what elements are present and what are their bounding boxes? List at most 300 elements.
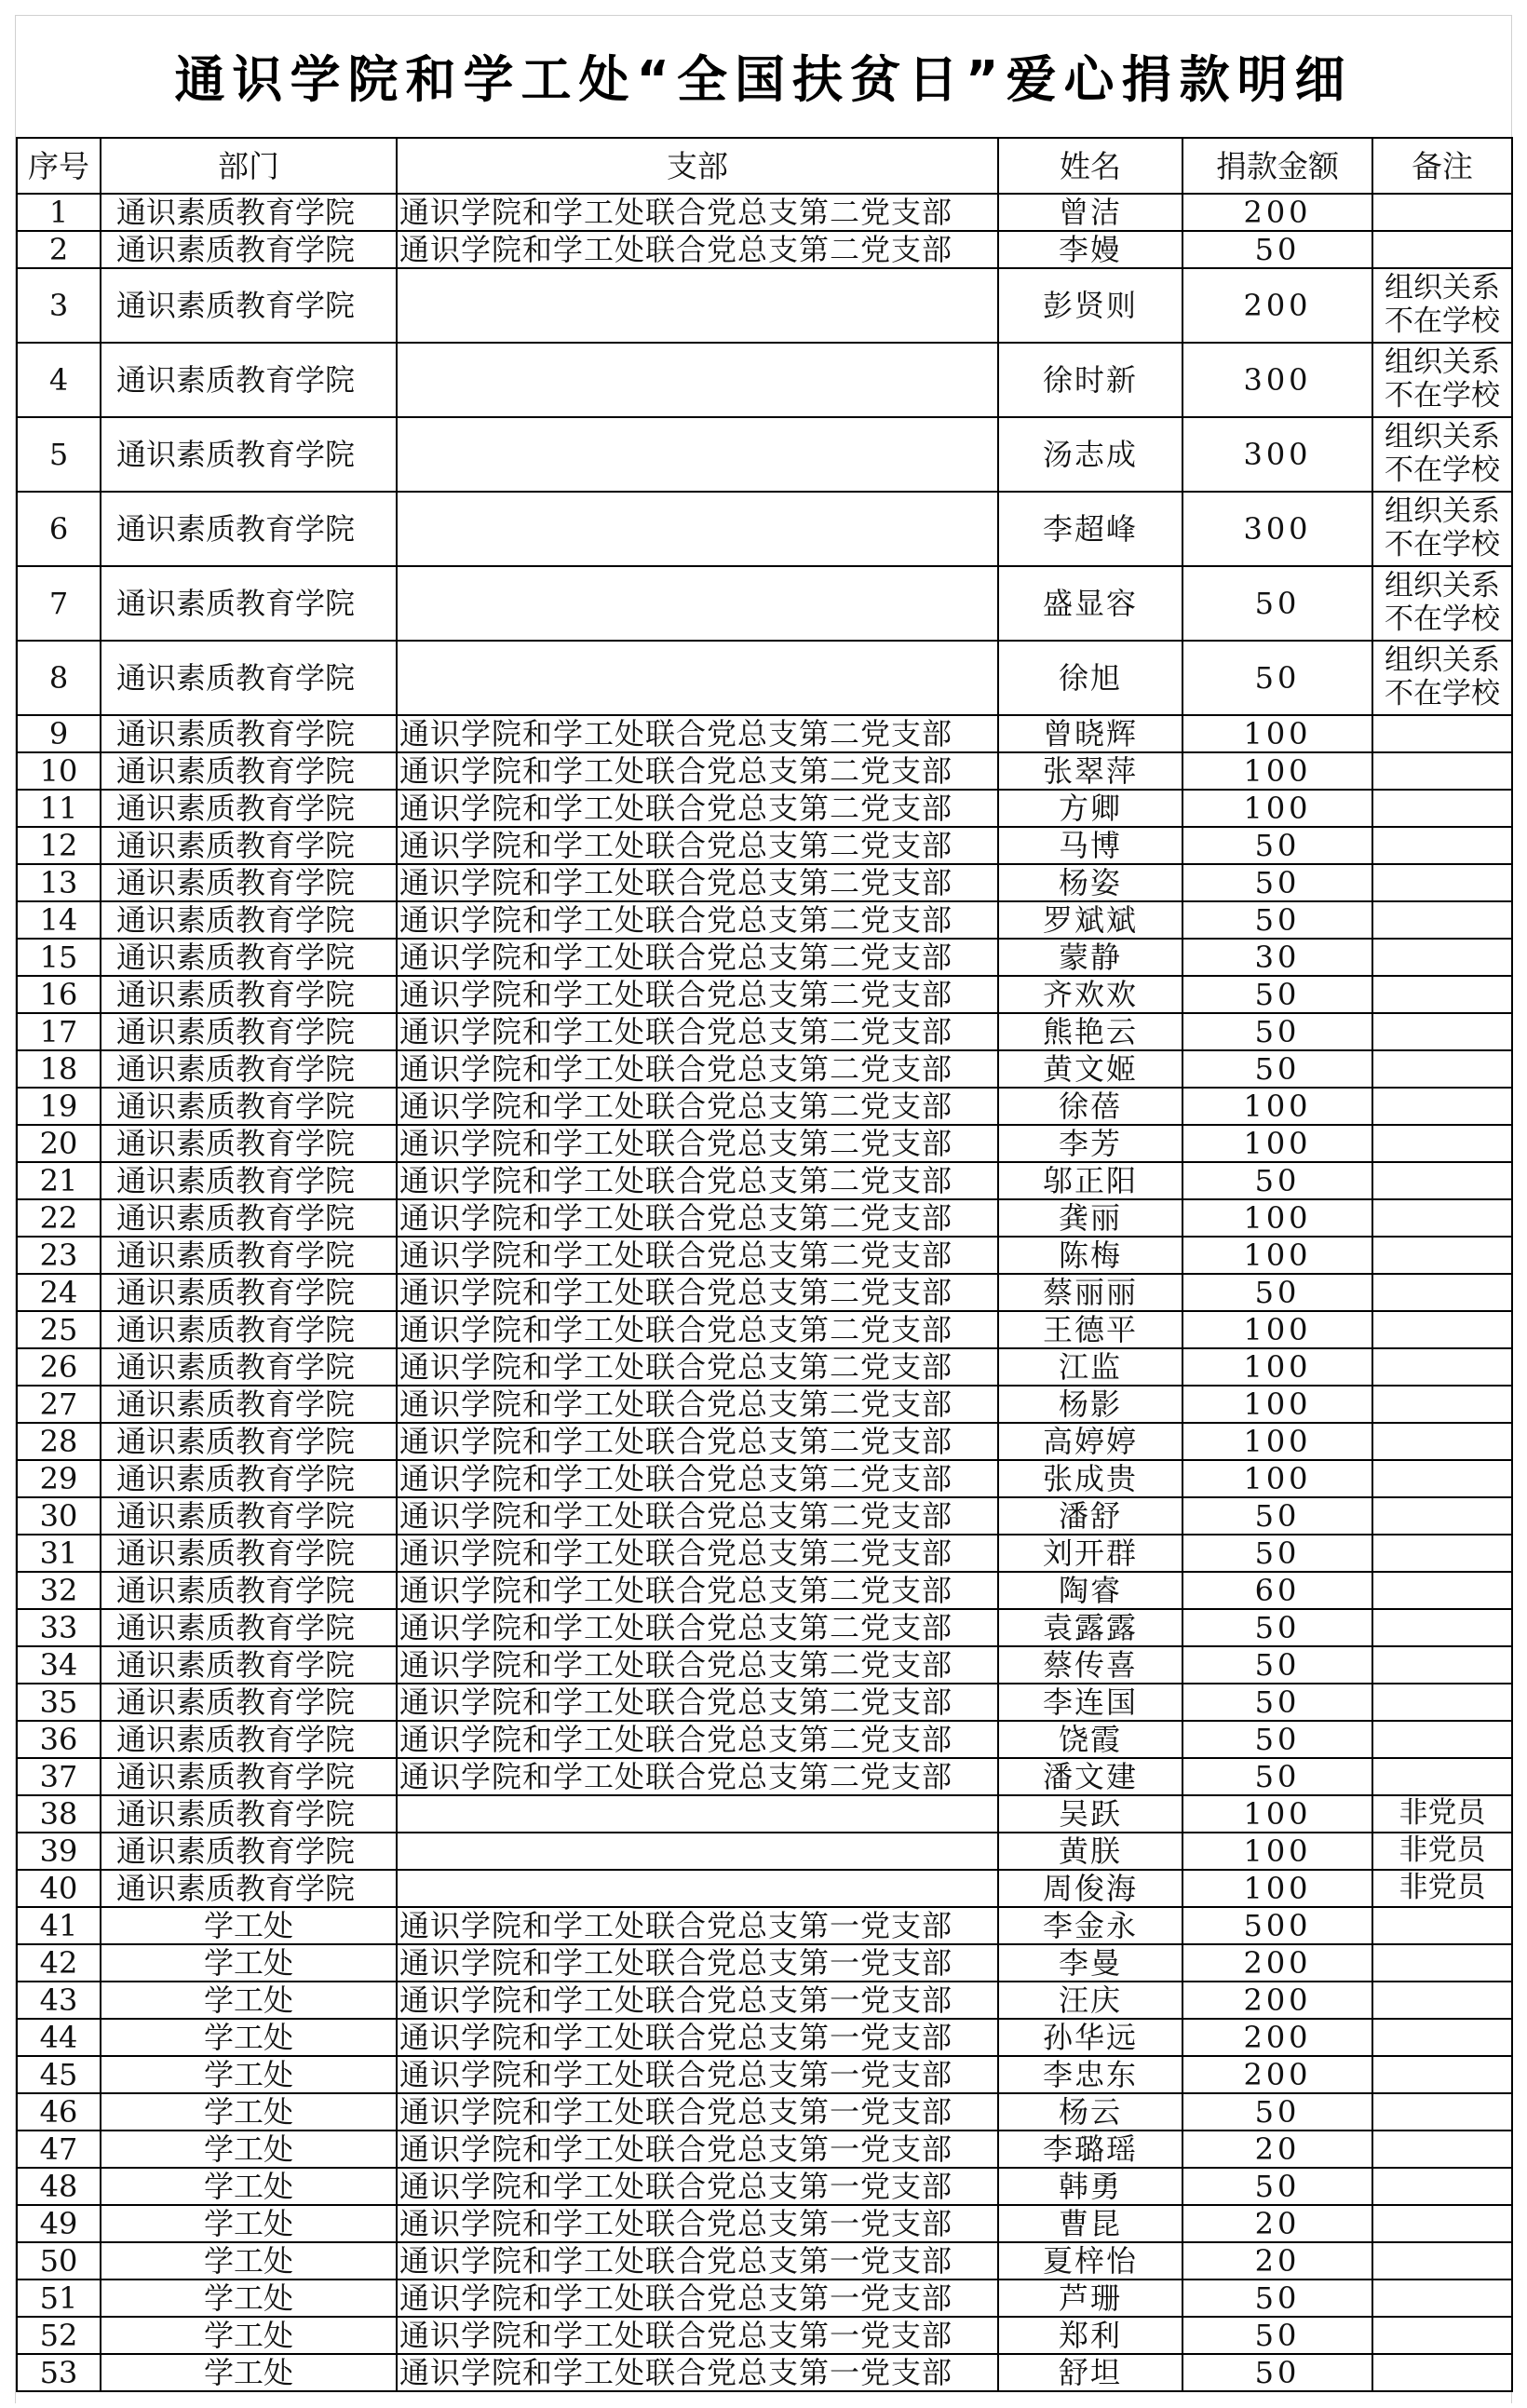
cell-idx: 29	[17, 1460, 101, 1497]
cell-amount: 200	[1182, 268, 1372, 343]
cell-branch: 通识学院和学工处联合党总支第二党支部	[397, 1609, 998, 1646]
cell-note	[1372, 2168, 1512, 2205]
cell-idx: 52	[17, 2317, 101, 2354]
cell-amount: 100	[1182, 1311, 1372, 1348]
cell-branch: 通识学院和学工处联合党总支第一党支部	[397, 2131, 998, 2168]
cell-note	[1372, 1274, 1512, 1311]
cell-branch: 通识学院和学工处联合党总支第一党支部	[397, 1982, 998, 2019]
cell-amount: 50	[1182, 976, 1372, 1013]
cell-branch: 通识学院和学工处联合党总支第二党支部	[397, 864, 998, 901]
cell-amount: 50	[1182, 1758, 1372, 1795]
cell-note	[1372, 1944, 1512, 1982]
cell-name: 舒坦	[998, 2354, 1182, 2391]
cell-note	[1372, 2317, 1512, 2354]
cell-branch	[397, 641, 998, 715]
cell-idx: 30	[17, 1497, 101, 1535]
cell-idx: 23	[17, 1237, 101, 1274]
cell-amount: 100	[1182, 1423, 1372, 1460]
cell-note	[1372, 1721, 1512, 1758]
table-row	[17, 1386, 1512, 1423]
table-row	[17, 2354, 1512, 2391]
cell-name: 李超峰	[998, 492, 1182, 566]
cell-note	[1372, 2242, 1512, 2279]
table-row	[17, 1348, 1512, 1386]
cell-idx: 17	[17, 1013, 101, 1050]
cell-name: 张成贵	[998, 1460, 1182, 1497]
cell-note	[1372, 1311, 1512, 1348]
cell-branch: 通识学院和学工处联合党总支第二党支部	[397, 1721, 998, 1758]
cell-note	[1372, 1460, 1512, 1497]
cell-dept: 通识素质教育学院	[101, 790, 397, 827]
cell-dept: 通识素质教育学院	[101, 1386, 397, 1423]
cell-dept: 通识素质教育学院	[101, 1721, 397, 1758]
cell-idx: 33	[17, 1609, 101, 1646]
cell-idx: 41	[17, 1907, 101, 1944]
table-row	[17, 566, 1512, 641]
cell-amount: 100	[1182, 1348, 1372, 1386]
cell-name: 杨云	[998, 2093, 1182, 2131]
cell-idx: 15	[17, 939, 101, 976]
cell-amount: 30	[1182, 939, 1372, 976]
cell-idx: 19	[17, 1088, 101, 1125]
cell-amount: 20	[1182, 2242, 1372, 2279]
cell-note	[1372, 1907, 1512, 1944]
cell-amount: 300	[1182, 492, 1372, 566]
cell-note	[1372, 790, 1512, 827]
cell-amount: 50	[1182, 1684, 1372, 1721]
table-row	[17, 1274, 1512, 1311]
cell-amount: 100	[1182, 1870, 1372, 1907]
table-row	[17, 1907, 1512, 1944]
cell-name: 曹昆	[998, 2205, 1182, 2242]
cell-note: 非党员	[1372, 1833, 1512, 1870]
cell-name: 邬正阳	[998, 1162, 1182, 1199]
cell-branch: 通识学院和学工处联合党总支第二党支部	[397, 1758, 998, 1795]
table-row	[17, 1460, 1512, 1497]
cell-idx: 7	[17, 566, 101, 641]
header-amount: 捐款金额	[1182, 138, 1372, 194]
cell-branch: 通识学院和学工处联合党总支第二党支部	[397, 1162, 998, 1199]
table-row	[17, 417, 1512, 492]
cell-branch: 通识学院和学工处联合党总支第二党支部	[397, 1460, 998, 1497]
cell-amount: 100	[1182, 1833, 1372, 1870]
cell-dept: 通识素质教育学院	[101, 752, 397, 790]
cell-amount: 200	[1182, 2019, 1372, 2056]
table-row	[17, 2093, 1512, 2131]
cell-branch: 通识学院和学工处联合党总支第二党支部	[397, 231, 998, 268]
cell-branch: 通识学院和学工处联合党总支第二党支部	[397, 827, 998, 864]
cell-amount: 20	[1182, 2205, 1372, 2242]
cell-name: 陶睿	[998, 1572, 1182, 1609]
cell-name: 黄文姬	[998, 1050, 1182, 1088]
cell-idx: 12	[17, 827, 101, 864]
cell-branch: 通识学院和学工处联合党总支第二党支部	[397, 939, 998, 976]
cell-note	[1372, 1572, 1512, 1609]
cell-idx: 20	[17, 1125, 101, 1162]
table-row	[17, 1125, 1512, 1162]
page-title: 通识学院和学工处“全国扶贫日”爱心捐款明细	[174, 49, 1353, 109]
cell-note	[1372, 1758, 1512, 1795]
cell-name: 吴跃	[998, 1795, 1182, 1833]
cell-dept: 学工处	[101, 2354, 397, 2391]
cell-dept: 通识素质教育学院	[101, 641, 397, 715]
cell-idx: 9	[17, 715, 101, 752]
cell-dept: 通识素质教育学院	[101, 231, 397, 268]
cell-idx: 42	[17, 1944, 101, 1982]
cell-name: 李忠东	[998, 2056, 1182, 2093]
cell-idx: 4	[17, 343, 101, 417]
table-row	[17, 1237, 1512, 1274]
cell-amount: 50	[1182, 1013, 1372, 1050]
cell-name: 陈梅	[998, 1237, 1182, 1274]
cell-branch	[397, 1870, 998, 1907]
cell-amount: 100	[1182, 1460, 1372, 1497]
cell-dept: 学工处	[101, 2093, 397, 2131]
cell-amount: 100	[1182, 1386, 1372, 1423]
cell-dept: 通识素质教育学院	[101, 417, 397, 492]
header-dept: 部门	[101, 138, 397, 194]
cell-name: 熊艳云	[998, 1013, 1182, 1050]
cell-dept: 学工处	[101, 2131, 397, 2168]
cell-branch: 通识学院和学工处联合党总支第二党支部	[397, 1572, 998, 1609]
cell-dept: 通识素质教育学院	[101, 1795, 397, 1833]
cell-name: 盛显容	[998, 566, 1182, 641]
cell-amount: 50	[1182, 864, 1372, 901]
cell-dept: 通识素质教育学院	[101, 1237, 397, 1274]
cell-name: 龚丽	[998, 1199, 1182, 1237]
table-header	[17, 138, 1512, 194]
cell-dept: 通识素质教育学院	[101, 1050, 397, 1088]
cell-amount: 100	[1182, 1088, 1372, 1125]
cell-amount: 50	[1182, 2317, 1372, 2354]
cell-branch: 通识学院和学工处联合党总支第二党支部	[397, 1013, 998, 1050]
cell-amount: 100	[1182, 715, 1372, 752]
table-row	[17, 1535, 1512, 1572]
cell-dept: 学工处	[101, 2056, 397, 2093]
cell-amount: 50	[1182, 1646, 1372, 1684]
cell-amount: 100	[1182, 790, 1372, 827]
document-sheet	[15, 15, 1512, 2403]
cell-idx: 1	[17, 194, 101, 231]
cell-dept: 学工处	[101, 2168, 397, 2205]
cell-name: 徐蓓	[998, 1088, 1182, 1125]
cell-idx: 49	[17, 2205, 101, 2242]
cell-note	[1372, 1199, 1512, 1237]
cell-dept: 通识素质教育学院	[101, 1609, 397, 1646]
cell-branch	[397, 1833, 998, 1870]
cell-branch: 通识学院和学工处联合党总支第二党支部	[397, 1646, 998, 1684]
cell-amount: 50	[1182, 1535, 1372, 1572]
cell-note: 组织关系 不在学校	[1372, 566, 1512, 641]
table-row	[17, 2019, 1512, 2056]
table-row	[17, 641, 1512, 715]
cell-branch: 通识学院和学工处联合党总支第一党支部	[397, 1907, 998, 1944]
cell-dept: 学工处	[101, 1982, 397, 2019]
cell-name: 夏梓怡	[998, 2242, 1182, 2279]
cell-note	[1372, 1162, 1512, 1199]
table-row	[17, 1423, 1512, 1460]
cell-amount: 50	[1182, 1050, 1372, 1088]
cell-note	[1372, 864, 1512, 901]
cell-idx: 51	[17, 2279, 101, 2317]
cell-name: 张翠萍	[998, 752, 1182, 790]
cell-idx: 37	[17, 1758, 101, 1795]
table-row	[17, 1982, 1512, 2019]
cell-dept: 通识素质教育学院	[101, 1572, 397, 1609]
cell-dept: 通识素质教育学院	[101, 343, 397, 417]
cell-note	[1372, 752, 1512, 790]
table-row	[17, 939, 1512, 976]
cell-idx: 47	[17, 2131, 101, 2168]
cell-note	[1372, 194, 1512, 231]
cell-dept: 通识素质教育学院	[101, 194, 397, 231]
cell-branch: 通识学院和学工处联合党总支第一党支部	[397, 2056, 998, 2093]
cell-name: 李金永	[998, 1907, 1182, 1944]
cell-branch: 通识学院和学工处联合党总支第二党支部	[397, 1684, 998, 1721]
cell-name: 韩勇	[998, 2168, 1182, 2205]
table-row	[17, 1013, 1512, 1050]
cell-branch	[397, 492, 998, 566]
cell-note	[1372, 1050, 1512, 1088]
cell-amount: 100	[1182, 752, 1372, 790]
cell-dept: 学工处	[101, 2205, 397, 2242]
table-row	[17, 1088, 1512, 1125]
cell-name: 袁露露	[998, 1609, 1182, 1646]
header-note: 备注	[1372, 138, 1512, 194]
cell-dept: 通识素质教育学院	[101, 1833, 397, 1870]
cell-dept: 通识素质教育学院	[101, 1870, 397, 1907]
table-row	[17, 2131, 1512, 2168]
table-row	[17, 1199, 1512, 1237]
cell-branch: 通识学院和学工处联合党总支第二党支部	[397, 715, 998, 752]
cell-branch: 通识学院和学工处联合党总支第二党支部	[397, 790, 998, 827]
cell-dept: 通识素质教育学院	[101, 1199, 397, 1237]
cell-name: 李曼	[998, 1944, 1182, 1982]
cell-name: 马博	[998, 827, 1182, 864]
cell-idx: 8	[17, 641, 101, 715]
table-row	[17, 1684, 1512, 1721]
cell-name: 杨姿	[998, 864, 1182, 901]
cell-idx: 48	[17, 2168, 101, 2205]
cell-note: 组织关系 不在学校	[1372, 268, 1512, 343]
cell-branch	[397, 1795, 998, 1833]
cell-dept: 通识素质教育学院	[101, 1497, 397, 1535]
table-row	[17, 752, 1512, 790]
cell-name: 罗斌斌	[998, 901, 1182, 939]
cell-note	[1372, 2056, 1512, 2093]
cell-note	[1372, 1535, 1512, 1572]
cell-dept: 通识素质教育学院	[101, 1274, 397, 1311]
cell-branch: 通识学院和学工处联合党总支第二党支部	[397, 1311, 998, 1348]
cell-note: 组织关系 不在学校	[1372, 641, 1512, 715]
cell-note	[1372, 2279, 1512, 2317]
cell-name: 李璐瑶	[998, 2131, 1182, 2168]
donation-table	[16, 137, 1513, 2392]
cell-note	[1372, 1125, 1512, 1162]
header-branch: 支部	[397, 138, 998, 194]
cell-idx: 5	[17, 417, 101, 492]
table-row	[17, 2168, 1512, 2205]
cell-note	[1372, 1386, 1512, 1423]
cell-name: 黄朕	[998, 1833, 1182, 1870]
cell-branch	[397, 343, 998, 417]
cell-idx: 22	[17, 1199, 101, 1237]
table-row	[17, 1944, 1512, 1982]
cell-name: 郑利	[998, 2317, 1182, 2354]
table-row	[17, 492, 1512, 566]
cell-amount: 500	[1182, 1907, 1372, 1944]
cell-dept: 学工处	[101, 1944, 397, 1982]
cell-amount: 50	[1182, 231, 1372, 268]
cell-amount: 50	[1182, 2168, 1372, 2205]
cell-note	[1372, 2019, 1512, 2056]
cell-dept: 通识素质教育学院	[101, 1460, 397, 1497]
cell-idx: 44	[17, 2019, 101, 2056]
cell-idx: 38	[17, 1795, 101, 1833]
cell-dept: 通识素质教育学院	[101, 827, 397, 864]
cell-name: 曾晓辉	[998, 715, 1182, 752]
cell-branch: 通识学院和学工处联合党总支第二党支部	[397, 1348, 998, 1386]
cell-amount: 200	[1182, 2056, 1372, 2093]
cell-dept: 学工处	[101, 2019, 397, 2056]
cell-dept: 学工处	[101, 1907, 397, 1944]
cell-branch: 通识学院和学工处联合党总支第一党支部	[397, 2279, 998, 2317]
cell-note	[1372, 2093, 1512, 2131]
cell-name: 江监	[998, 1348, 1182, 1386]
cell-note: 非党员	[1372, 1795, 1512, 1833]
cell-branch: 通识学院和学工处联合党总支第二党支部	[397, 901, 998, 939]
cell-dept: 通识素质教育学院	[101, 1162, 397, 1199]
cell-branch: 通识学院和学工处联合党总支第二党支部	[397, 1274, 998, 1311]
cell-name: 饶霞	[998, 1721, 1182, 1758]
cell-idx: 24	[17, 1274, 101, 1311]
table-body	[17, 194, 1512, 2391]
cell-idx: 16	[17, 976, 101, 1013]
table-row	[17, 976, 1512, 1013]
table-row	[17, 901, 1512, 939]
cell-idx: 34	[17, 1646, 101, 1684]
cell-name: 汪庆	[998, 1982, 1182, 2019]
cell-amount: 200	[1182, 1982, 1372, 2019]
cell-branch: 通识学院和学工处联合党总支第二党支部	[397, 194, 998, 231]
cell-name: 杨影	[998, 1386, 1182, 1423]
cell-name: 李芳	[998, 1125, 1182, 1162]
cell-note	[1372, 231, 1512, 268]
cell-branch: 通识学院和学工处联合党总支第二党支部	[397, 1386, 998, 1423]
cell-idx: 21	[17, 1162, 101, 1199]
cell-branch: 通识学院和学工处联合党总支第二党支部	[397, 1199, 998, 1237]
cell-idx: 27	[17, 1386, 101, 1423]
cell-amount: 50	[1182, 2354, 1372, 2391]
cell-name: 曾洁	[998, 194, 1182, 231]
cell-amount: 50	[1182, 1162, 1372, 1199]
cell-branch: 通识学院和学工处联合党总支第一党支部	[397, 2205, 998, 2242]
cell-dept: 通识素质教育学院	[101, 939, 397, 976]
cell-name: 李连国	[998, 1684, 1182, 1721]
cell-dept: 学工处	[101, 2317, 397, 2354]
cell-branch: 通识学院和学工处联合党总支第一党支部	[397, 2354, 998, 2391]
cell-name: 孙华远	[998, 2019, 1182, 2056]
table-row	[17, 1162, 1512, 1199]
cell-idx: 3	[17, 268, 101, 343]
cell-dept: 通识素质教育学院	[101, 492, 397, 566]
cell-idx: 50	[17, 2242, 101, 2279]
cell-dept: 通识素质教育学院	[101, 1535, 397, 1572]
cell-idx: 35	[17, 1684, 101, 1721]
cell-dept: 通识素质教育学院	[101, 715, 397, 752]
cell-note	[1372, 1348, 1512, 1386]
cell-note	[1372, 1237, 1512, 1274]
cell-amount: 50	[1182, 641, 1372, 715]
cell-note	[1372, 1013, 1512, 1050]
table-row	[17, 1795, 1512, 1833]
cell-branch: 通识学院和学工处联合党总支第一党支部	[397, 2019, 998, 2056]
cell-note: 组织关系 不在学校	[1372, 492, 1512, 566]
cell-amount: 50	[1182, 901, 1372, 939]
cell-idx: 40	[17, 1870, 101, 1907]
cell-note: 组织关系 不在学校	[1372, 417, 1512, 492]
cell-name: 彭贤则	[998, 268, 1182, 343]
cell-dept: 通识素质教育学院	[101, 1348, 397, 1386]
table-row	[17, 2279, 1512, 2317]
cell-amount: 60	[1182, 1572, 1372, 1609]
cell-idx: 18	[17, 1050, 101, 1088]
cell-amount: 100	[1182, 1125, 1372, 1162]
cell-branch	[397, 268, 998, 343]
cell-branch: 通识学院和学工处联合党总支第二党支部	[397, 1535, 998, 1572]
cell-branch: 通识学院和学工处联合党总支第一党支部	[397, 2168, 998, 2205]
cell-amount: 50	[1182, 1721, 1372, 1758]
table-row	[17, 2205, 1512, 2242]
cell-name: 潘舒	[998, 1497, 1182, 1535]
cell-branch	[397, 566, 998, 641]
cell-name: 徐时新	[998, 343, 1182, 417]
cell-amount: 300	[1182, 417, 1372, 492]
cell-name: 周俊海	[998, 1870, 1182, 1907]
table-row	[17, 1311, 1512, 1348]
cell-amount: 50	[1182, 1274, 1372, 1311]
table-row	[17, 1572, 1512, 1609]
cell-amount: 50	[1182, 2279, 1372, 2317]
cell-dept: 通识素质教育学院	[101, 1311, 397, 1348]
cell-branch: 通识学院和学工处联合党总支第二党支部	[397, 1088, 998, 1125]
table-row	[17, 231, 1512, 268]
cell-idx: 14	[17, 901, 101, 939]
cell-idx: 36	[17, 1721, 101, 1758]
cell-dept: 学工处	[101, 2279, 397, 2317]
cell-branch: 通识学院和学工处联合党总支第二党支部	[397, 976, 998, 1013]
header-name: 姓名	[998, 138, 1182, 194]
cell-note	[1372, 1423, 1512, 1460]
table-row	[17, 790, 1512, 827]
cell-dept: 通识素质教育学院	[101, 1684, 397, 1721]
cell-name: 蔡传喜	[998, 1646, 1182, 1684]
cell-branch: 通识学院和学工处联合党总支第二党支部	[397, 1125, 998, 1162]
cell-dept: 学工处	[101, 2242, 397, 2279]
cell-dept: 通识素质教育学院	[101, 1423, 397, 1460]
cell-note: 非党员	[1372, 1870, 1512, 1907]
cell-note	[1372, 1497, 1512, 1535]
cell-note: 组织关系 不在学校	[1372, 343, 1512, 417]
cell-idx: 32	[17, 1572, 101, 1609]
cell-note	[1372, 1646, 1512, 1684]
cell-idx: 53	[17, 2354, 101, 2391]
cell-name: 芦珊	[998, 2279, 1182, 2317]
cell-note	[1372, 1982, 1512, 2019]
cell-idx: 28	[17, 1423, 101, 1460]
cell-branch: 通识学院和学工处联合党总支第二党支部	[397, 752, 998, 790]
cell-name: 刘开群	[998, 1535, 1182, 1572]
